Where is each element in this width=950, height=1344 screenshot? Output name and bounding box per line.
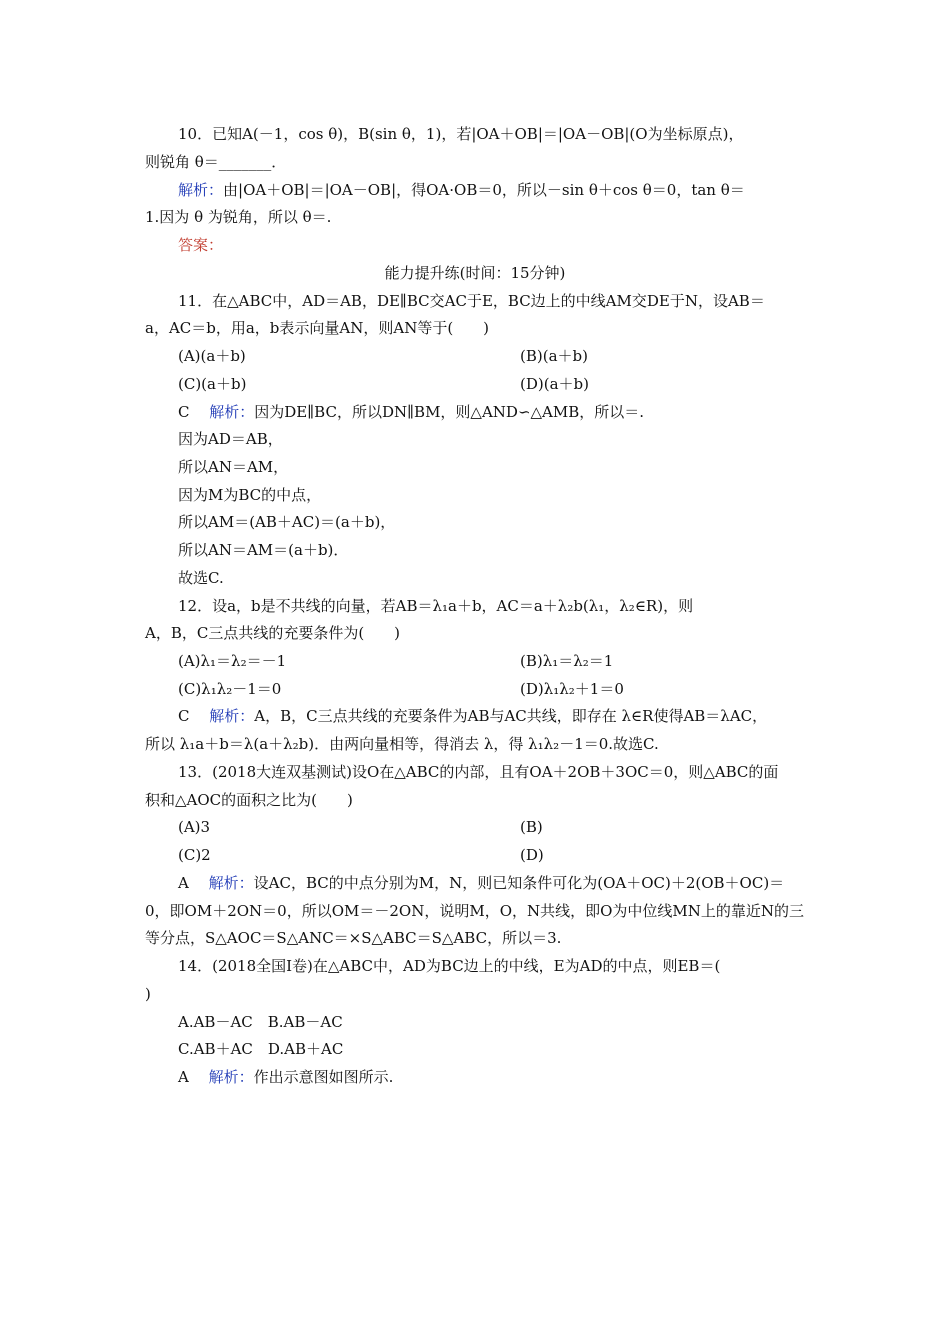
q11-option-d: (D)(a＋b)	[520, 375, 589, 393]
q12-stem-line1: 12．设a，b是不共线的向量，若AB＝λ₁a＋b，AC＝a＋λ₂b(λ₁，λ₂∈R)，则	[178, 597, 694, 615]
q13-option-c: (C)2	[178, 846, 211, 864]
analysis-label: 解析：	[208, 874, 254, 892]
q10-stem-line2: 则锐角 θ＝_______．	[145, 153, 287, 171]
q11-step-6: 故选C.	[178, 569, 224, 587]
q11-analysis-line1	[178, 402, 644, 422]
q11-step-1: 因为AD＝AB，	[178, 430, 283, 448]
analysis-label: 解析：	[209, 403, 255, 421]
q11-option-a: (A)(a＋b)	[178, 347, 246, 365]
q13-analysis-line3: 等分点，S△AOC＝S△ANC＝×S△ABC＝S△ABC，所以＝3.	[145, 929, 562, 947]
q13-analysis-line2: 0，即OM＋2ON＝0，所以OM＝－2ON，说明M，O，N共线，即O为中位线MN上的靠近N的三	[145, 902, 805, 920]
q11-option-b: (B)(a＋b)	[520, 347, 588, 365]
q11-step-2: 所以AN＝AM，	[178, 458, 289, 476]
q11-choice: C	[178, 403, 190, 421]
q11-analysis-text: 因为DE∥BC，所以DN∥BM，则△AND∽△AMB，所以＝.	[254, 403, 645, 421]
q12-option-b: (B)λ₁＝λ₂＝1	[520, 652, 614, 670]
analysis-label: 解析：	[208, 1068, 254, 1086]
q12-analysis-line1	[178, 706, 767, 726]
q13-analysis-text: 设AC，BC的中点分别为M，N，则已知条件可化为(OA＋OC)＋2(OB＋OC)＝	[253, 874, 785, 892]
q12-option-a: (A)λ₁＝λ₂＝－1	[178, 652, 287, 670]
q13-stem-line1: 13．(2018大连双基测试)设O在△ABC的内部，且有OA＋2OB＋3OC＝0，则△ABC的面	[178, 763, 779, 781]
q14-choice: A	[178, 1068, 189, 1086]
q11-step-4: 所以AM＝(AB＋AC)＝(a＋b)，	[178, 513, 396, 531]
q13-option-b: (B)	[520, 818, 543, 836]
analysis-label: 解析：	[209, 707, 255, 725]
q13-option-d: (D)	[520, 846, 544, 864]
q11-stem-line2: a，AC＝b，用a，b表示向量AN，则AN等于( )	[145, 319, 490, 337]
q14-stem-line2: )	[145, 985, 151, 1003]
q12-choice: C	[178, 707, 190, 725]
q12-analysis-line2: 所以 λ₁a＋b＝λ(a＋λ₂b)．由两向量相等，得消去 λ，得 λ₁λ₂－1＝0.故选C.	[145, 735, 659, 753]
q13-analysis-line1	[178, 873, 784, 893]
section-title: 能力提升练(时间：15分钟)	[384, 264, 566, 282]
q14-stem-line1: 14．(2018全国Ⅰ卷)在△ABC中，AD为BC边上的中线，E为AD的中点，则EB＝(	[178, 957, 721, 975]
q12-stem-line2: A，B，C三点共线的充要条件为( )	[145, 624, 401, 642]
q14-options-cd: C.AB＋AC D.AB＋AC	[178, 1040, 344, 1058]
q14-analysis-line1	[178, 1067, 393, 1087]
analysis-label: 解析：	[178, 181, 224, 199]
q13-stem-line2: 积和△AOC的面积之比为( )	[145, 791, 353, 809]
q10-analysis-line2: 1.因为 θ 为锐角，所以 θ＝.	[145, 208, 332, 226]
q14-options-ab: A.AB－AC B.AB－AC	[178, 1013, 343, 1031]
q12-option-d: (D)λ₁λ₂＋1＝0	[520, 680, 624, 698]
q13-choice: A	[178, 874, 189, 892]
q11-step-3: 因为M为BC的中点，	[178, 486, 322, 504]
q14-analysis-text: 作出示意图如图所示.	[253, 1068, 394, 1086]
q11-step-5: 所以AN＝AM＝(a＋b)．	[178, 541, 349, 559]
q10-answer-label: 答案：	[178, 236, 224, 254]
q10-analysis-line1	[178, 180, 745, 200]
q12-analysis-text: A，B，C三点共线的充要条件为AB与AC共线，即存在 λ∈R使得AB＝λAC，	[254, 707, 768, 725]
q13-option-a: (A)3	[178, 818, 211, 836]
q11-stem-line1: 11．在△ABC中，AD＝AB，DE∥BC交AC于E，BC边上的中线AM交DE于N，设AB＝	[178, 292, 765, 310]
q10-stem-line1: 10．已知A(－1，cos θ)，B(sin θ，1)，若|OA＋OB|＝|OA－OB|(O为坐标原点)，	[178, 125, 744, 143]
q10-analysis-text: 由|OA＋OB|＝|OA－OB|，得OA·OB＝0，所以－sin θ＋cos θ＝0，tan θ＝	[223, 181, 745, 199]
q11-option-c: (C)(a＋b)	[178, 375, 247, 393]
q12-option-c: (C)λ₁λ₂－1＝0	[178, 680, 282, 698]
